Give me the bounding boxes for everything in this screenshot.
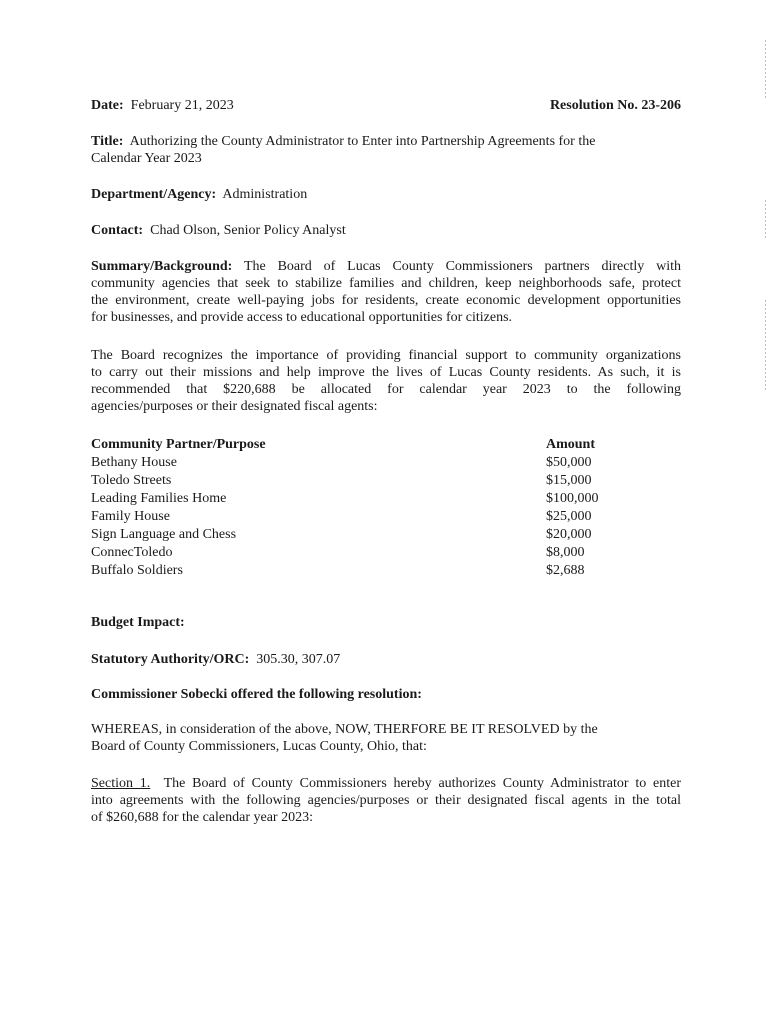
partner-amount: $25,000 bbox=[546, 509, 592, 524]
summary-paragraph bbox=[91, 258, 681, 326]
statutory-line bbox=[91, 651, 681, 668]
partner-name: Family House bbox=[91, 509, 170, 524]
commissioner-line bbox=[91, 686, 681, 703]
board-paragraph bbox=[91, 347, 681, 415]
header-row bbox=[91, 97, 681, 114]
date-line bbox=[91, 97, 234, 114]
section-line-1: The Board of County Commissioners hereby authorizes County Administrator to enter bbox=[163, 776, 681, 791]
partner-name: ConnecToledo bbox=[91, 545, 173, 560]
department-label: Department/Agency: bbox=[91, 187, 217, 202]
board-line: The Board recognizes the importance of providing financial support to community organizations bbox=[91, 348, 681, 363]
title-line-2: Calendar Year 2023 bbox=[91, 151, 202, 166]
partner-name: Bethany House bbox=[91, 455, 177, 470]
title-block bbox=[91, 133, 681, 167]
table-row bbox=[91, 454, 599, 472]
department-line bbox=[91, 186, 681, 203]
date-value: February 21, 2023 bbox=[130, 98, 234, 113]
department-value: Administration bbox=[222, 187, 308, 202]
partner-name: Buffalo Soldiers bbox=[91, 563, 183, 578]
partner-name: Leading Families Home bbox=[91, 491, 227, 506]
column-header-partner: Community Partner/Purpose bbox=[91, 437, 266, 452]
summary-line: the environment, create well-paying jobs for residents, create economic development opportunities bbox=[91, 293, 681, 308]
title-label: Title: bbox=[91, 134, 124, 149]
resolution-number: Resolution No. 23-206 bbox=[549, 98, 681, 113]
table-row bbox=[91, 544, 599, 562]
partner-name: Toledo Streets bbox=[91, 473, 172, 488]
summary-line: community agencies that seek to stabilize families and children, keep neighborhoods safe, protect bbox=[91, 276, 681, 291]
partners-table bbox=[91, 436, 681, 580]
summary-line: for businesses, and provide access to educational opportunities for citizens. bbox=[91, 310, 513, 325]
section-line-3: of $260,688 for the calendar year 2023: bbox=[91, 810, 313, 825]
table-row bbox=[91, 472, 599, 490]
scan-edge-mark bbox=[765, 200, 766, 240]
summary-line: The Board of Lucas County Commissioners partners directly with bbox=[243, 259, 682, 274]
scan-edge-mark bbox=[765, 40, 766, 100]
column-header-amount: Amount bbox=[546, 437, 596, 452]
contact-value: Chad Olson, Senior Policy Analyst bbox=[150, 223, 346, 238]
partner-amount: $20,000 bbox=[546, 527, 592, 542]
partner-amount: $15,000 bbox=[546, 473, 592, 488]
section-1-paragraph bbox=[91, 775, 681, 826]
table-header-row bbox=[91, 436, 599, 454]
table-row bbox=[91, 490, 599, 508]
table-row bbox=[91, 562, 599, 580]
partner-amount: $50,000 bbox=[546, 455, 592, 470]
statutory-value: 305.30, 307.07 bbox=[256, 652, 341, 667]
board-line: recommended that $220,688 be allocated for calendar year 2023 to the following bbox=[91, 382, 681, 397]
commissioner-label: Commissioner Sobecki offered the following resolution: bbox=[91, 687, 422, 702]
board-line: agencies/purposes or their designated fiscal agents: bbox=[91, 399, 378, 414]
whereas-paragraph bbox=[91, 721, 681, 755]
budget-impact bbox=[91, 614, 681, 631]
partner-amount: $100,000 bbox=[546, 491, 599, 506]
title-line-1: Authorizing the County Administrator to Enter into Partnership Agreements for the bbox=[129, 134, 596, 149]
board-line: to carry out their missions and help improve the lives of Lucas County residents. As such, it is bbox=[91, 365, 681, 380]
table-row bbox=[91, 508, 599, 526]
contact-line bbox=[91, 222, 681, 239]
date-label: Date: bbox=[91, 98, 124, 113]
section-line-2: into agreements with the following agencies/purposes or their designated fiscal agents in the total bbox=[91, 793, 681, 808]
budget-label: Budget Impact: bbox=[91, 615, 185, 630]
whereas-line-1: WHEREAS, in consideration of the above, NOW, THERFORE BE IT RESOLVED by the bbox=[91, 722, 598, 737]
partner-amount: $8,000 bbox=[546, 545, 585, 560]
partner-name: Sign Language and Chess bbox=[91, 527, 237, 542]
whereas-line-2: Board of County Commissioners, Lucas County, Ohio, that: bbox=[91, 739, 427, 754]
scan-edge-mark bbox=[765, 300, 766, 390]
table-row bbox=[91, 526, 599, 544]
summary-label: Summary/Background: bbox=[91, 259, 233, 274]
statutory-label: Statutory Authority/ORC: bbox=[91, 652, 250, 667]
contact-label: Contact: bbox=[91, 223, 144, 238]
partner-amount: $2,688 bbox=[546, 563, 585, 578]
section-label: Section 1. bbox=[91, 776, 151, 791]
